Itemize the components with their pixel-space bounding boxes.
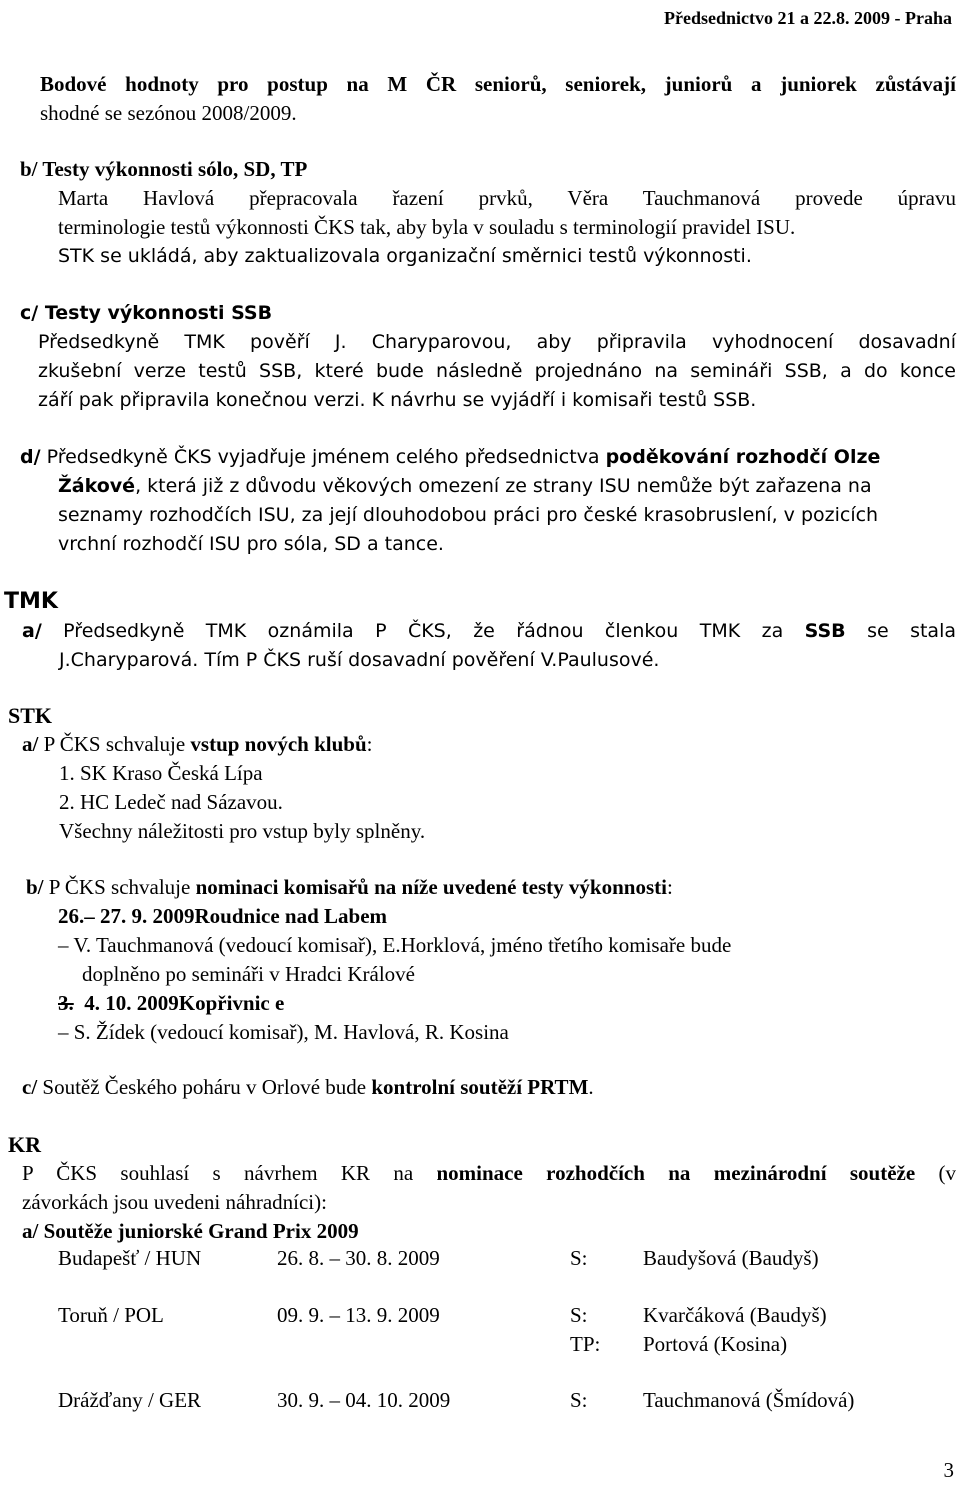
section-b-line-3: STK se ukládá, aby zaktualizovala organizační směrnici testů výkonnosti.: [58, 245, 752, 267]
kr-line-1-pre: P ČKS souhlasí s návrhem KR na: [22, 1161, 437, 1185]
stk-event-2-place: Kopřivnic e: [178, 991, 285, 1015]
stk-event-2-num: 3.: [58, 991, 74, 1015]
stk-a-line: a/ P ČKS schvaluje vstup nových klubů:: [22, 732, 373, 756]
section-b-tests: [20, 155, 956, 271]
kr-title: KR: [8, 1132, 41, 1157]
kr-row-1-date: 26. 8. – 30. 8. 2009: [277, 1246, 440, 1270]
stk-b-post: :: [666, 875, 673, 899]
page-header: Předsednictvo 21 a 22.8. 2009 - Praha: [664, 8, 952, 28]
stk-c-post: .: [588, 1075, 594, 1099]
stk-event-2-date: 4. 10. 2009: [73, 991, 179, 1015]
section-d-label: d/: [20, 446, 41, 468]
kr-row-1-role: S:: [570, 1246, 588, 1270]
stk-event-1-date: 26.– 27. 9. 2009: [58, 904, 195, 928]
section-b-line-2: terminologie testů výkonnosti ČKS tak, aby byla v souladu s terminologií pravidel ISU.: [58, 215, 796, 239]
tmk-line-2: J.Charyparová. Tím P ČKS ruší dosavadní pověření V.Paulusové.: [59, 649, 660, 671]
kr-row-4-place: Drážďany / GER: [58, 1388, 202, 1412]
kr-row-4-name: Tauchmanová (Šmídová): [643, 1388, 855, 1412]
stk-a-post: :: [366, 732, 373, 756]
section-c-line-1: Předsedkyně TMK pověří J. Charyparovou, aby připravila vyhodnocení dosavadní: [38, 331, 956, 353]
section-d-line-1-pre: Předsedkyně ČKS vyjadřuje jménem celého předsednictva: [46, 446, 606, 468]
tmk-line-1-post: se stala: [845, 620, 956, 642]
stk-event-1-heading: [26, 902, 956, 931]
section-d-line-2-rest: , která již z důvodu věkových omezení ze strany ISU nemůže být zařazena na: [135, 475, 872, 497]
stk-c: [22, 1073, 956, 1102]
stk-event-2-heading: [26, 989, 956, 1018]
section-c-line-2: zkušební verze testů SSB, které bude následně projednáno na semináři SSB, a do konce: [38, 360, 956, 382]
intro-line-1: Bodové hodnoty pro postup na M ČR seniorů, seniorek, juniorů a juniorek zůstávají: [40, 72, 956, 96]
section-kr: [8, 1130, 956, 1246]
kr-row-1-name: Baudyšová (Baudyš): [643, 1246, 819, 1270]
kr-row-2-date: 09. 9. – 13. 9. 2009: [277, 1303, 440, 1327]
stk-event-1-place: Roudnice nad Labem: [194, 904, 388, 928]
section-d-line-1: [20, 443, 956, 472]
page-number: 3: [943, 1458, 954, 1482]
section-d-thanks: [20, 443, 956, 559]
section-stk: [8, 701, 956, 846]
section-c-tests: [20, 299, 956, 415]
tmk-title: TMK: [4, 589, 58, 614]
stk-b-line: b/ P ČKS schvaluje nominaci komisařů na níže uvedené testy výkonnosti:: [26, 875, 673, 899]
stk-b-bold: nominaci komisařů na níže uvedené testy výkonnosti: [195, 875, 667, 899]
stk-event-1-line-1: – V. Tauchmanová (vedoucí komisař), E.Horklová, jméno třetího komisaře bude: [58, 933, 732, 957]
kr-line-1-bold: nominace rozhodčích na mezinárodní soutěže: [436, 1161, 916, 1185]
stk-c-bold: kontrolní soutěží PRTM: [371, 1075, 589, 1099]
stk-event-2-line-1: – S. Žídek (vedoucí komisař), M. Havlová, R. Kosina: [58, 1020, 509, 1044]
intro-line-2: shodné se sezónou 2008/2009.: [40, 101, 297, 125]
section-d-line-2: [20, 472, 956, 501]
kr-line-1-post: (v: [915, 1161, 956, 1185]
kr-a-heading: a/ Soutěže juniorské Grand Prix 2009: [22, 1219, 359, 1243]
kr-line-1: [8, 1159, 956, 1188]
stk-title: STK: [8, 703, 53, 728]
section-c-heading: c/ Testy výkonnosti SSB: [20, 302, 273, 324]
kr-row-2-place: Toruň / POL: [58, 1303, 164, 1327]
section-d-line-3: seznamy rozhodčích ISU, za její dlouhodobou práci pro české krasobruslení, v pozicích: [58, 504, 879, 526]
kr-line-2: závorkách jsou uvedeni náhradníci):: [22, 1190, 327, 1214]
section-d-line-1-bold: poděkování rozhodčí Olze: [605, 446, 881, 468]
section-b-heading: b/ Testy výkonnosti sólo, SD, TP: [20, 157, 308, 181]
section-d-line-2-bold: Žákové: [58, 475, 136, 497]
kr-row-3-name: Portová (Kosina): [643, 1332, 788, 1356]
kr-row-4-role: S:: [570, 1388, 588, 1412]
stk-clubs-note: Všechny náležitosti pro vstup byly splněny.: [59, 819, 426, 843]
tmk-line-1-bold: SSB: [804, 620, 846, 642]
kr-row-4-date: 30. 9. – 04. 10. 2009: [277, 1388, 451, 1412]
stk-event-1-line-2: doplněno po semináři v Hradci Králové: [82, 962, 415, 986]
kr-row-2-name: Kvarčáková (Baudyš): [643, 1303, 827, 1327]
tmk-line-1: a/ Předsedkyně TMK oznámila P ČKS, že řádnou členkou TMK za SSB se stala: [22, 620, 956, 642]
section-d-line-4: vrchní rozhodčí ISU pro sóla, SD a tance.: [58, 533, 444, 555]
kr-row-3-role: TP:: [570, 1332, 601, 1356]
kr-row-2-role: S:: [570, 1303, 588, 1327]
section-b-line-1: Marta Havlová přepracovala řazení prvků, Věra Tauchmanová provede úpravu: [58, 186, 956, 210]
intro-paragraph: [40, 70, 956, 128]
stk-b: [26, 873, 956, 1047]
stk-club-1: 1. SK Kraso Česká Lípa: [59, 761, 263, 785]
stk-club-2: 2. HC Ledeč nad Sázavou.: [59, 790, 283, 814]
stk-c-line: c/ Soutěž Českého poháru v Orlové bude kontrolní soutěží PRTM.: [22, 1075, 594, 1099]
kr-row-1-place: Budapešť / HUN: [58, 1246, 202, 1270]
stk-a-bold: vstup nových klubů: [190, 732, 367, 756]
section-c-line-3: září pak připravila konečnou verzi. K návrhu se vyjádří i komisaři testů SSB.: [38, 389, 757, 411]
section-tmk: [4, 587, 956, 675]
